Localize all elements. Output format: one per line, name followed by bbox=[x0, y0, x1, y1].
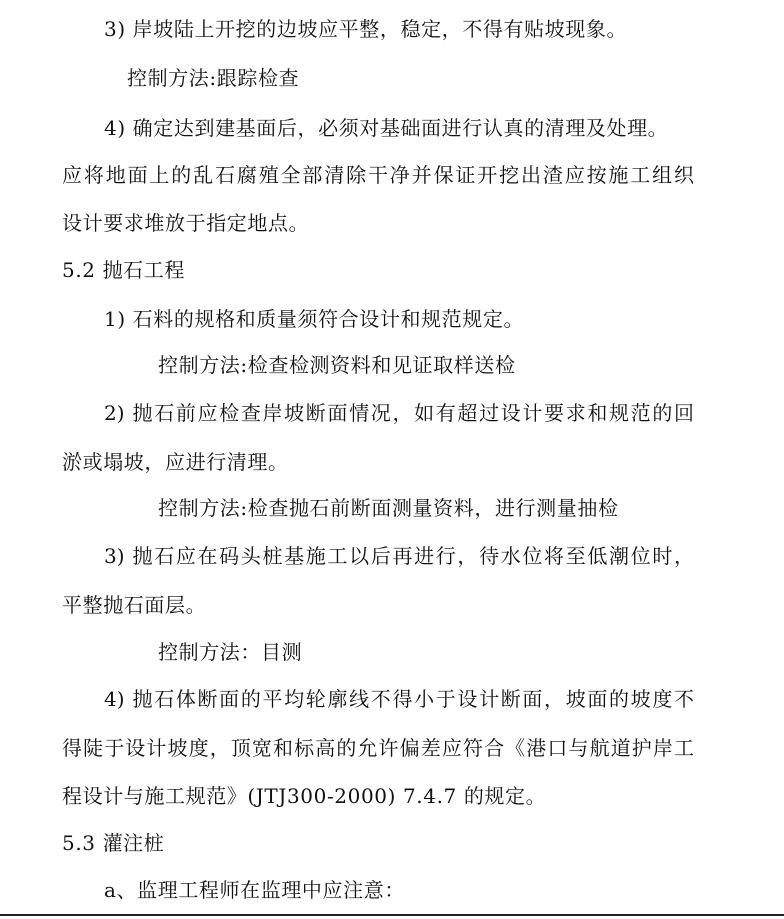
page-bottom-divider bbox=[0, 914, 784, 916]
item-1-paragraph: 1) 石料的规格和质量须符合设计和规范规定。 bbox=[104, 307, 525, 331]
item-4-paragraph: 4) 抛石体断面的平均轮廓线不得小于设计断面，坡面的坡度不 bbox=[104, 687, 694, 711]
paragraph-continuation-line: 淤或塌坡，应进行清理。 bbox=[62, 450, 289, 474]
section-heading-5-2: 5.2 抛石工程 bbox=[62, 258, 185, 282]
section-heading-5-3: 5.3 灌注桩 bbox=[62, 831, 165, 855]
control-method-line: 控制方法：目测 bbox=[158, 640, 303, 664]
control-method-line: 控制方法:检查检测资料和见证取样送检 bbox=[158, 353, 516, 377]
item-a-paragraph: a、监理工程师在监理中应注意： bbox=[104, 878, 405, 902]
paragraph-continuation-line: 平整抛石面层。 bbox=[62, 593, 207, 617]
paragraph-continuation-line: 得陡于设计坡度，顶宽和标高的允许偏差应符合《港口与航道护岸工 bbox=[62, 736, 694, 760]
paragraph-continuation-line: 设计要求堆放于指定地点。 bbox=[62, 211, 310, 235]
item-3-paragraph: 3) 抛石应在码头桩基施工以后再进行，待水位将至低潮位时， bbox=[104, 544, 694, 568]
paragraph-continuation-line: 应将地面上的乱石腐殖全部清除干净并保证开挖出渣应按施工组织 bbox=[62, 163, 694, 187]
control-method-line: 控制方法:跟踪检查 bbox=[127, 66, 300, 90]
item-2-paragraph: 2) 抛石前应检查岸坡断面情况，如有超过设计要求和规范的回 bbox=[104, 401, 694, 425]
paragraph-continuation-line: 程设计与施工规范》(JTJ300-2000) 7.4.7 的规定。 bbox=[62, 784, 547, 808]
item-3-paragraph: 3) 岸坡陆上开挖的边坡应平整，稳定，不得有贴坡现象。 bbox=[104, 17, 628, 41]
item-4-paragraph: 4) 确定达到建基面后，必须对基础面进行认真的清理及处理。 bbox=[104, 116, 669, 140]
control-method-line: 控制方法:检查抛石前断面测量资料，进行测量抽检 bbox=[158, 496, 619, 520]
